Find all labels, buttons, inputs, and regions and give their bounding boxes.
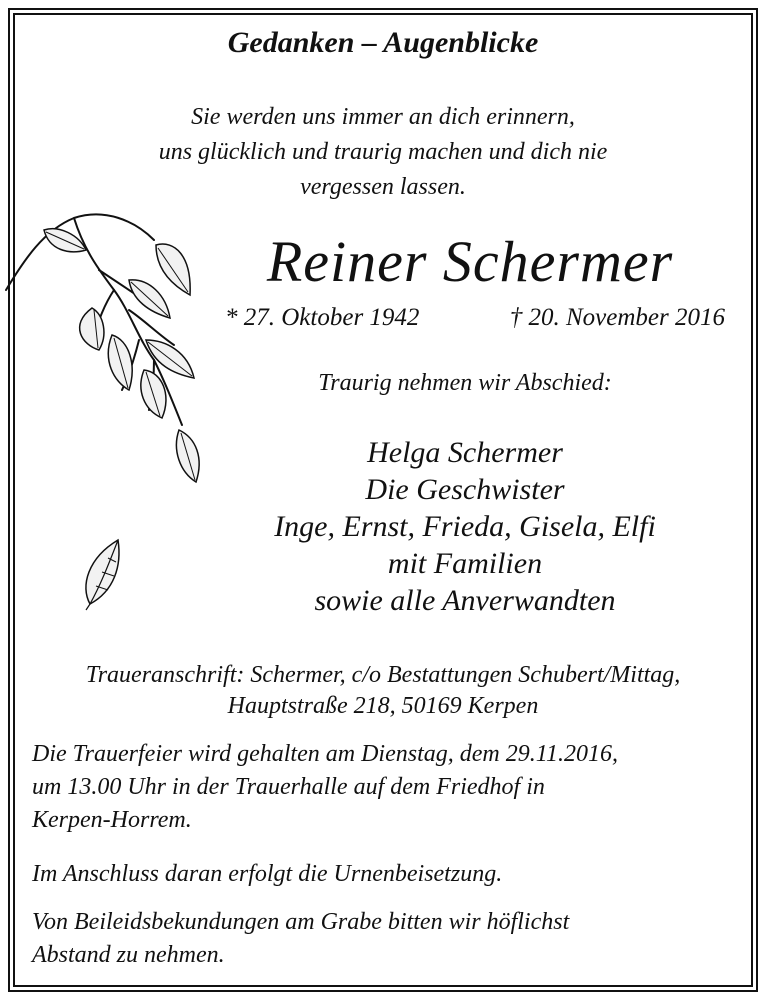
poem-line: uns glücklich und traurig machen und dich nie xyxy=(158,139,608,165)
condolence-line: Von Beileidsbekundungen am Grabe bitten wir höflichst xyxy=(32,909,570,935)
poem-line: Sie werden uns immer an dich erinnern, xyxy=(191,104,575,130)
condolence-line: Abstand zu nehmen. xyxy=(32,942,225,968)
ceremony-notice xyxy=(32,738,732,837)
urn-notice: Im Anschluss daran erfolgt die Urnenbeisetzung. xyxy=(32,861,503,887)
birth-date: * 27. Oktober 1942 xyxy=(225,304,420,331)
headline: Gedanken – Augenblicke xyxy=(227,26,539,59)
death-date: † 20. November 2016 xyxy=(509,304,725,331)
address-line: Traueranschrift: Schermer, c/o Bestattungen Schubert/Mittag, xyxy=(85,662,681,688)
mourner-line: mit Familien xyxy=(387,547,543,580)
ceremony-line: Die Trauerfeier wird gehalten am Dienstag, dem 29.11.2016, xyxy=(32,741,618,767)
mourners-list xyxy=(200,434,730,619)
poem xyxy=(100,100,666,205)
farewell-line: Traurig nehmen wir Abschied: xyxy=(318,370,612,396)
mourner-line: Helga Schermer xyxy=(367,436,563,469)
condolence-notice xyxy=(32,906,732,972)
mourner-line: Inge, Ernst, Frieda, Gisela, Elfi xyxy=(274,510,656,543)
address-line: Hauptstraße 218, 50169 Kerpen xyxy=(227,693,539,719)
mourner-line: Die Geschwister xyxy=(365,473,565,506)
poem-line: vergessen lassen. xyxy=(300,174,466,200)
deceased-name: Reiner Schermer xyxy=(266,229,674,294)
mourning-address xyxy=(20,660,746,722)
birch-branch-icon xyxy=(4,200,204,490)
mourner-line: sowie alle Anverwandten xyxy=(314,584,616,617)
ceremony-line: um 13.00 Uhr in der Trauerhalle auf dem Friedhof in xyxy=(32,774,545,800)
falling-leaf-icon xyxy=(78,536,128,612)
life-dates xyxy=(225,304,725,332)
ceremony-line: Kerpen-Horrem. xyxy=(32,807,192,833)
